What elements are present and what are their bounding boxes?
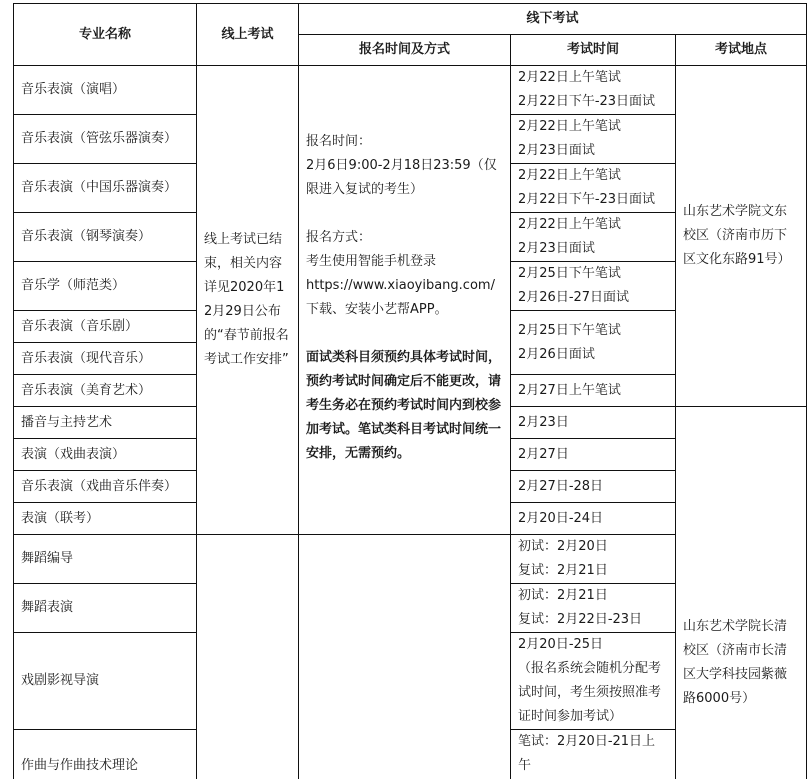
exam-time-line: 2月20日-25日: [518, 637, 604, 652]
exam-time-line: 2月23日面试: [518, 241, 595, 256]
major-cell: 作曲与作曲技术理论: [14, 730, 197, 779]
location-wenhua-text: 山东艺术学院文东校区（济南市历下区文化东路91号）: [683, 204, 791, 267]
location-wenhua: [676, 66, 807, 407]
online-exam-blank: [197, 535, 299, 779]
registration-method-label: 报名方式：: [306, 230, 372, 245]
major-cell: 舞蹈编导: [14, 535, 197, 584]
appointment-notice: 面试类科目须预约具体考试时间，预约考试时间确定后不能更改，请考生务必在预约考试时间内到校参加考试。笔试类科目考试时间统一安排，无需预约。: [306, 350, 502, 461]
major-cell: 音乐学（师范类）: [14, 262, 197, 311]
major-cell: 表演（联考）: [14, 503, 197, 535]
exam-time-line: 2月22日上午笔试: [518, 168, 621, 183]
exam-time-line: 复试：2月22日-23日: [518, 612, 643, 627]
header-offline: 线下考试: [299, 4, 807, 35]
major-cell: 音乐表演（音乐剧）: [14, 311, 197, 343]
major-cell: 音乐表演（中国乐器演奏）: [14, 164, 197, 213]
major-cell: 音乐表演（管弦乐器演奏）: [14, 115, 197, 164]
exam-time-line: 2月26日-27日面试: [518, 290, 630, 305]
header-registration: 报名时间及方式: [299, 35, 511, 66]
exam-time-cell: [511, 115, 676, 164]
exam-time-line: 2月22日下午-23日面试: [518, 192, 656, 207]
exam-time-cell: [511, 164, 676, 213]
exam-time-line: 2月22日上午笔试: [518, 70, 621, 85]
major-cell: 舞蹈表演: [14, 584, 197, 633]
header-online: 线上考试: [197, 4, 299, 66]
registration-time-value: 2月6日9:00-2月18日23:59（仅限进入复试的考生）: [306, 158, 497, 197]
exam-time-line: 2月22日上午笔试: [518, 119, 621, 134]
exam-time-cell: [511, 66, 676, 115]
header-exam-time: 考试时间: [511, 35, 676, 66]
major-cell: 音乐表演（钢琴演奏）: [14, 213, 197, 262]
registration-blank: [299, 535, 511, 779]
exam-time-cell: [511, 471, 676, 503]
exam-time-line: 笔试：2月20日-21日上午: [518, 734, 656, 773]
exam-time-line: 初试：2月20日: [518, 539, 608, 554]
major-cell: 音乐表演（戏曲音乐伴奏）: [14, 471, 197, 503]
exam-time-cell: [511, 503, 676, 535]
location-changqing-text: 山东艺术学院长清校区（济南市长清区大学科技园紫薇路6000号）: [683, 619, 788, 706]
exam-time-line: 2月22日下午-23日面试: [518, 94, 656, 109]
online-note-text: 线上考试已结束，相关内容详见2020年12月29日公布的“春节前报名考试工作安排”: [204, 232, 289, 367]
exam-time-line: 2月27日上午笔试: [518, 382, 621, 398]
registration-time-label: 报名时间：: [306, 134, 372, 149]
online-exam-note: [197, 66, 299, 535]
major-cell: 戏剧影视导演: [14, 633, 197, 730]
exam-time-line: 初试：2月21日: [518, 588, 608, 603]
exam-time-line: 2月26日面试: [518, 346, 595, 362]
exam-time-cell: [511, 535, 676, 584]
exam-time-line: 2月23日面试: [518, 143, 595, 158]
exam-time-line: 复试：2月21日: [518, 563, 608, 578]
registration-info: [299, 66, 511, 535]
exam-time-line: 2月25日下午笔试: [518, 266, 621, 281]
exam-time-cell: [511, 407, 676, 439]
exam-time-line: 2月20日-24日: [518, 510, 604, 526]
exam-time-cell: [511, 584, 676, 633]
app-download-link[interactable]: https://www.xiaoyibang.com/: [306, 278, 495, 293]
exam-time-line: 2月25日下午笔试: [518, 322, 621, 338]
exam-schedule-table: [13, 3, 807, 779]
major-cell: 播音与主持艺术: [14, 407, 197, 439]
exam-time-line: 2月27日: [518, 446, 569, 462]
major-cell: 表演（戏曲表演）: [14, 439, 197, 471]
exam-time-cell: [511, 213, 676, 262]
header-location: 考试地点: [676, 35, 807, 66]
exam-time-cell: [511, 311, 676, 375]
exam-time-cell: [511, 730, 676, 779]
exam-time-cell: [511, 375, 676, 407]
major-cell: 音乐表演（美育艺术）: [14, 375, 197, 407]
exam-time-cell: [511, 439, 676, 471]
exam-time-note: （报名系统会随机分配考试时间，考生须按照准考证时间参加考试）: [518, 661, 662, 724]
major-cell: 音乐表演（演唱）: [14, 66, 197, 115]
registration-method-app: 下载、安装小艺帮APP。: [306, 302, 448, 317]
exam-time-line: 2月22日上午笔试: [518, 217, 621, 232]
location-changqing: [676, 407, 807, 779]
exam-time-line: 2月27日-28日: [518, 478, 604, 494]
exam-time-cell: [511, 262, 676, 311]
major-cell: 音乐表演（现代音乐）: [14, 343, 197, 375]
exam-time-cell: [511, 633, 676, 730]
exam-time-line: 2月23日: [518, 414, 569, 430]
registration-method-line: 考生使用智能手机登录: [306, 254, 437, 269]
header-major: 专业名称: [14, 4, 197, 66]
